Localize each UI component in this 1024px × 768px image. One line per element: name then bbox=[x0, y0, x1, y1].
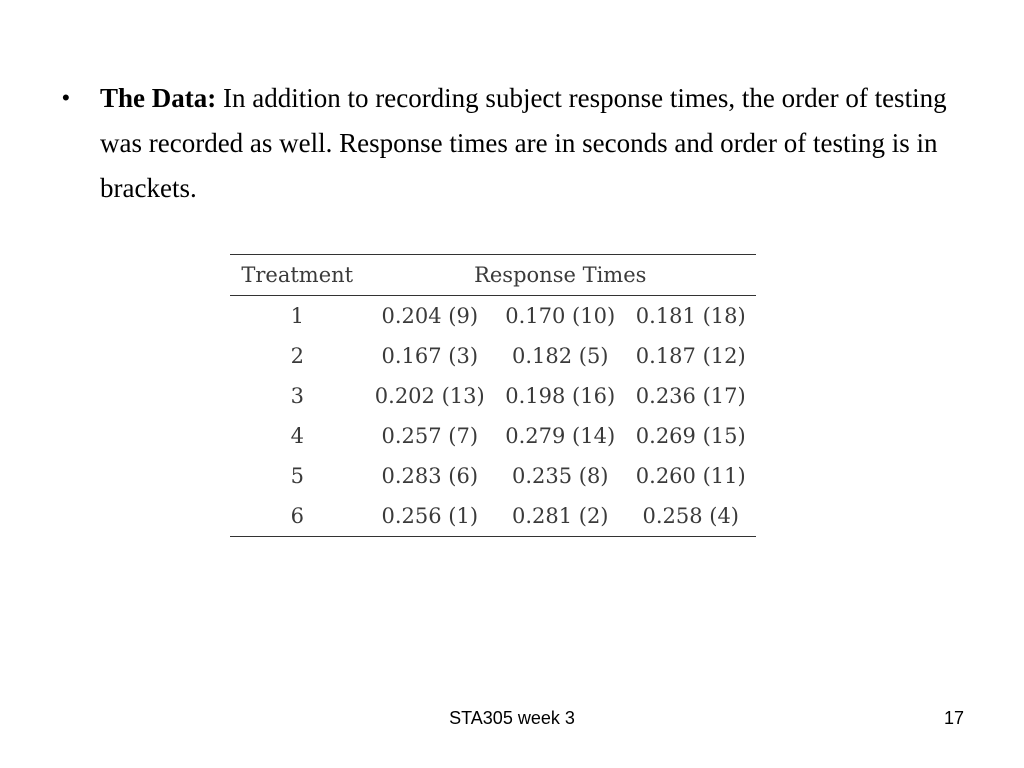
treatment-cell: 4 bbox=[290, 424, 304, 448]
table-header-row bbox=[230, 255, 756, 296]
bullet-body: In addition to recording subject response times, the order of testing was recorded as well. Response times are in seconds and order of testing is in brackets. bbox=[100, 83, 947, 203]
table-row bbox=[230, 376, 756, 416]
response-cell: 0.167 (3) bbox=[381, 344, 479, 368]
response-times-table bbox=[230, 254, 756, 537]
response-cell: 0.202 (13) bbox=[374, 384, 485, 408]
response-cell: 0.187 (12) bbox=[635, 344, 746, 368]
treatment-cell: 3 bbox=[290, 384, 304, 408]
response-cell: 0.281 (2) bbox=[495, 496, 625, 537]
treatment-cell: 1 bbox=[290, 304, 304, 328]
response-cell: 0.181 (18) bbox=[635, 304, 746, 328]
response-cell: 0.257 (7) bbox=[381, 424, 479, 448]
response-cell: 0.260 (11) bbox=[635, 464, 746, 488]
header-treatment: Treatment bbox=[230, 255, 365, 296]
table-row bbox=[230, 496, 756, 537]
response-cell: 0.198 (16) bbox=[505, 384, 616, 408]
response-cell: 0.283 (6) bbox=[381, 464, 479, 488]
response-cell: 0.279 (14) bbox=[505, 424, 616, 448]
bullet-point bbox=[62, 76, 972, 211]
response-cell: 0.269 (15) bbox=[635, 424, 746, 448]
response-cell: 0.204 (9) bbox=[381, 304, 479, 328]
response-cell: 0.170 (10) bbox=[505, 304, 616, 328]
table-row bbox=[230, 456, 756, 496]
response-cell: 0.235 (8) bbox=[511, 464, 609, 488]
response-cell: 0.258 (4) bbox=[625, 496, 756, 537]
treatment-cell: 2 bbox=[290, 344, 304, 368]
treatment-cell: 5 bbox=[290, 464, 304, 488]
bullet-lead: The Data: bbox=[100, 83, 217, 113]
treatment-cell: 6 bbox=[230, 496, 365, 537]
footer-course-label: STA305 week 3 bbox=[449, 708, 575, 728]
response-cell: 0.182 (5) bbox=[511, 344, 609, 368]
page-number: 17 bbox=[943, 708, 964, 728]
bullet-marker: • bbox=[62, 85, 70, 110]
bullet-text bbox=[100, 76, 970, 211]
table-row bbox=[230, 336, 756, 376]
response-cell: 0.236 (17) bbox=[635, 384, 746, 408]
table-row bbox=[230, 296, 756, 337]
header-response-times: Response Times bbox=[365, 255, 757, 296]
response-cell: 0.256 (1) bbox=[365, 496, 495, 537]
table-row bbox=[230, 416, 756, 456]
